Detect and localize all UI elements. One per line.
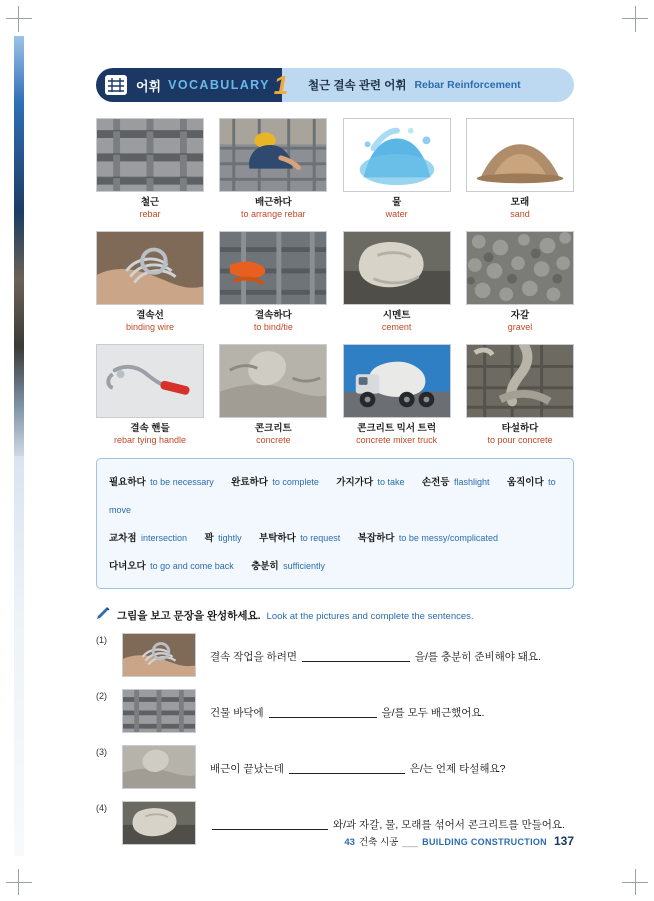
crop-mark [6, 18, 32, 19]
word-ko: 다녀오다 [109, 561, 146, 573]
exercise-number: (1) [96, 635, 107, 646]
word-en: intersection [140, 533, 188, 544]
word-ko: 교차점 [109, 533, 137, 545]
caption-en: sand [510, 208, 530, 219]
caption-ko: 콘크리트 믹서 트럭 [357, 423, 436, 435]
sentence-after: 와/과 자갈, 물, 모래를 섞어서 콘크리트를 만들어요. [332, 819, 565, 832]
sentence-before: 결속 작업을 하려면 [210, 651, 297, 664]
footer-unit-number: 43 [344, 837, 355, 848]
section-number: 1 [273, 70, 289, 100]
page-number: 137 [553, 834, 574, 848]
caption [96, 197, 204, 220]
section-header-left [96, 68, 289, 102]
vocabulary-row [96, 118, 574, 220]
page-spine-strip [14, 36, 24, 456]
exercise-sentence [210, 633, 541, 664]
word-ko: 충분히 [251, 561, 279, 573]
word-ko: 복잡하다 [357, 533, 395, 545]
caption-en: to arrange rebar [241, 208, 306, 219]
caption [466, 423, 574, 446]
answer-blank[interactable] [302, 650, 410, 662]
sand-pile-photo [466, 118, 574, 192]
exercise-sentence [210, 801, 565, 832]
caption-ko: 결속하다 [254, 310, 292, 322]
caption-en: rebar tying handle [113, 435, 187, 446]
word-ko: 완료하다 [231, 477, 268, 489]
word-en: sufficiently [283, 561, 326, 572]
caption-ko: 결속 핸들 [130, 423, 170, 435]
word-en: to take [377, 477, 405, 488]
caption [343, 197, 451, 220]
caption-ko: 모래 [510, 197, 530, 208]
caption [343, 423, 451, 446]
sentence-after: 을/를 충분히 준비해야 돼요. [414, 651, 541, 664]
wet-concrete-photo [219, 344, 327, 418]
caption-en: gravel [507, 322, 533, 332]
word-en: tightly [218, 533, 242, 544]
vocabulary-item [343, 344, 451, 446]
exercise-number: (2) [96, 691, 107, 702]
caption [219, 197, 327, 220]
word-box [96, 458, 574, 589]
crop-mark [6, 882, 32, 883]
instruction-en: Look at the pictures and complete the sentences. [266, 611, 474, 623]
caption-en: cement [381, 322, 412, 332]
footer-title-en: BUILDING CONSTRUCTION [422, 837, 547, 847]
word-en: to move [109, 477, 556, 516]
word-en: to be necessary [150, 477, 214, 488]
exercise-number: (4) [96, 803, 107, 814]
exercise-sentence [210, 745, 506, 776]
caption [96, 310, 204, 333]
word-ko: 손전등 [421, 477, 450, 489]
word-ko: 필요하다 [109, 477, 146, 489]
sentence-before: 배근이 끝났는데 [210, 763, 284, 776]
footer [96, 830, 574, 848]
caption-ko: 물 [392, 197, 402, 208]
caption [343, 310, 451, 333]
caption-en: rebar [139, 208, 161, 219]
gloved-hands-tying-rebar-photo [219, 231, 327, 305]
crop-mark [18, 6, 19, 32]
binding-wire-coil-photo [122, 633, 196, 677]
gravel-photo [466, 231, 574, 305]
topic-title-en: Rebar Reinforcement [414, 79, 521, 91]
cement-bag-photo [343, 231, 451, 305]
vocabulary-item [343, 231, 451, 333]
concrete-mixer-truck-photo [343, 344, 451, 418]
word-ko: 움직이다 [506, 477, 544, 489]
caption-en: binding wire [125, 322, 175, 332]
caption-en: concrete [256, 435, 291, 446]
word-ko: 가지가다 [336, 477, 374, 489]
wet-concrete-photo [122, 745, 196, 789]
footer-inner [344, 834, 574, 848]
caption [219, 310, 327, 333]
caption [96, 423, 204, 446]
answer-blank[interactable] [269, 706, 377, 718]
word-en: flashlight [453, 477, 490, 488]
water-splash-photo [343, 118, 451, 192]
exercise-item [96, 689, 574, 733]
exercise-list [96, 633, 574, 845]
pouring-concrete-photo [466, 344, 574, 418]
answer-blank[interactable] [212, 818, 328, 830]
caption-en: to bind/tie [253, 322, 293, 332]
word-en: to go and come back [150, 561, 234, 572]
caption-ko: 타설하다 [501, 423, 539, 435]
word-ko: 부탁하다 [259, 533, 296, 545]
section-label-en: VOCABULARY [168, 78, 270, 92]
vocabulary-item [219, 231, 327, 333]
rebar-grid-icon [104, 74, 128, 96]
section-label-ko: 어휘 [136, 78, 162, 94]
vocabulary-item [466, 344, 574, 446]
caption-ko: 시멘트 [382, 310, 411, 322]
vocabulary-row [96, 231, 574, 333]
rebar-mesh-photo [122, 689, 196, 733]
topic-title-ko: 철근 결속 관련 어휘 [308, 80, 407, 92]
word-en: to be messy/complicated [398, 533, 498, 544]
caption [219, 423, 327, 446]
caption-ko: 배근하다 [254, 197, 292, 208]
answer-blank[interactable] [289, 762, 405, 774]
exercise-item [96, 745, 574, 789]
vocabulary-item [219, 344, 327, 446]
caption-ko: 콘크리트 [254, 423, 292, 435]
footer-separator: ___ [402, 837, 419, 848]
caption-en: water [385, 208, 408, 219]
caption-en: concrete mixer truck [356, 435, 438, 446]
caption-ko: 결속선 [136, 310, 164, 322]
sentence-after: 을/를 모두 배근했어요. [381, 707, 485, 720]
crop-mark [622, 882, 648, 883]
footer-title-ko: 건축 시공 [358, 837, 399, 848]
instruction [96, 605, 574, 623]
word-en: to complete [272, 477, 319, 488]
section-header [96, 68, 574, 102]
caption-ko: 자갈 [510, 310, 530, 322]
rebar-tying-handle-photo [96, 344, 204, 418]
page-content [96, 68, 574, 857]
sentence-before: 건물 바닥에 [210, 707, 264, 720]
page-spine-strip-lower [14, 456, 24, 856]
vocabulary-item [466, 231, 574, 333]
caption [466, 310, 574, 333]
word-ko: 꽉 [204, 533, 214, 545]
crop-mark [635, 6, 636, 32]
vocabulary-item [96, 344, 204, 446]
exercise-item [96, 633, 574, 677]
crop-mark [622, 18, 648, 19]
pencil-icon [96, 607, 112, 621]
caption-en: to pour concrete [487, 435, 553, 446]
vocabulary-item [219, 118, 327, 220]
vocabulary-item [466, 118, 574, 220]
word-en: to request [300, 533, 341, 544]
section-header-right [282, 68, 574, 102]
instruction-ko: 그림을 보고 문장을 완성하세요. [117, 610, 261, 623]
vocabulary-item [343, 118, 451, 220]
binding-wire-coil-photo [96, 231, 204, 305]
sentence-after: 은/는 언제 타설해요? [409, 763, 506, 776]
exercise-sentence [210, 689, 484, 720]
vocabulary-item [96, 231, 204, 333]
worker-arranging-rebar-photo [219, 118, 327, 192]
vocabulary-item [96, 118, 204, 220]
caption [466, 197, 574, 220]
vocabulary-row [96, 344, 574, 446]
rebar-mesh-photo [96, 118, 204, 192]
exercise-number: (3) [96, 747, 107, 758]
caption-ko: 철근 [140, 197, 160, 208]
vocabulary-grid [96, 118, 574, 446]
